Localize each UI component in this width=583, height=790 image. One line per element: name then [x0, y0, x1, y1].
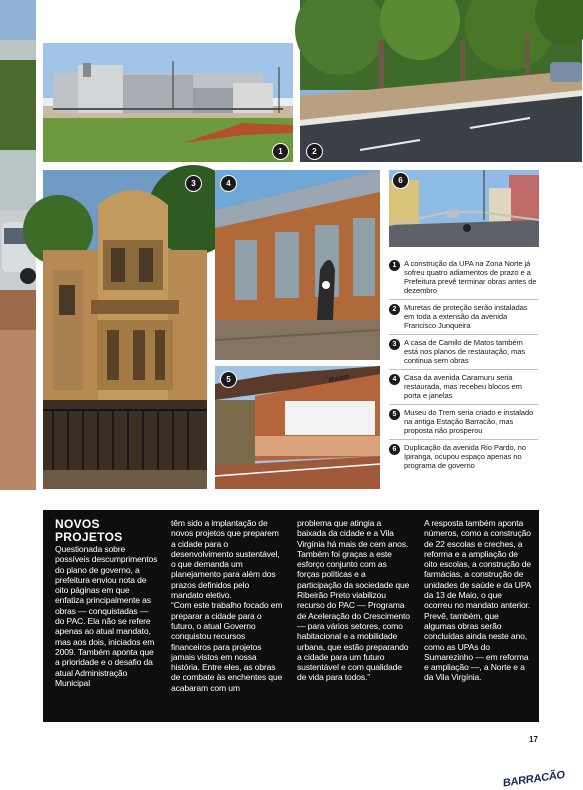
- caption-item: [389, 335, 538, 370]
- photo-number-badge: 5: [220, 371, 237, 388]
- article-heading: NOVOS PROJETOS: [55, 517, 123, 544]
- article-column-1: [55, 518, 159, 688]
- caption-item: [389, 440, 538, 474]
- caption-number: 3: [389, 339, 400, 350]
- article-paragraph: problema que atingia a baixada da cidade e a Vila Virgínia há mais de cem anos. Também foi graças a este esforço conjunto com as forças políticas e a participação da sociedade que Ribeirão Preto viabilizou recurso do PAC — Programa de Aceleração do Crescimento — para vários setores, como habitacional e a mobilidade urbana, que estão preparando a cidade para um futuro sustentável e com qualidade de vida para todos.”: [297, 518, 410, 683]
- photo-caramuru-house: [215, 170, 380, 360]
- article-paragraph: “Com este trabalho focado em preparar a cidade para o futuro, o atual Governo conquistou recursos financeiros para projetos jamais vistos em nossa história. Entre eles, as obras de combate às enchentes que acabaram com um: [171, 600, 283, 693]
- caption-item: [389, 405, 538, 440]
- article-column-2: [171, 518, 283, 693]
- caption-text: Casa da avenida Caramuru seria restaurada, mas recebeu blocos em porta e janelas: [404, 373, 522, 400]
- photo-number-badge: 1: [272, 143, 289, 160]
- caption-text: Muretas de proteção serão instaladas em toda a extensão da avenida Francisco Junqueira: [404, 303, 528, 330]
- photo-ipiranga-street: [389, 170, 539, 247]
- article-paragraph: têm sido a implantação de novos projetos que preparem a cidade para o desenvolvimento sustentável, o que demanda um planejamento para além dos prazos definidos pelo mandato eletivo.: [171, 518, 280, 601]
- caption-number: 6: [389, 444, 400, 455]
- article-paragraph: A resposta também aponta números, como a construção de 22 escolas e creches, a reforma e a ampliação de oito escolas, a construção de farmácias, a construção de unidades de saúde e da UPA da 13 de Maio, o que ocorreu no mandato anterior. Prevê, também, que algumas obras serão concluídas ainda neste ano, como as UPAs do Sumarezinho — em reforma e ampliação —, a Norte e a da Vila Virgínia.: [424, 518, 531, 683]
- caption-text: Duplicação da avenida Rio Pardo, no Ipiranga, ocupou espaço apenas no programa de governo: [404, 443, 526, 470]
- station-sign-small-text: BARR: [329, 374, 350, 385]
- article-column-4: [424, 518, 532, 683]
- caption-number: 5: [389, 409, 400, 420]
- photo-number-badge: 2: [306, 143, 323, 160]
- caption-text: A construção da UPA na Zona Norte já sofreu quatro adiamentos de prazo e a Prefeitura prevê terminar obras antes de dezembro: [404, 259, 537, 295]
- caption-item: [389, 300, 538, 335]
- new-projects-article-box: [43, 510, 539, 722]
- photo-captions-list: [389, 256, 538, 474]
- article-column-3: [297, 518, 411, 683]
- caption-item: [389, 256, 538, 300]
- caption-item: [389, 370, 538, 405]
- photo-number-badge: 3: [185, 175, 202, 192]
- photo-number-badge: 4: [220, 175, 237, 192]
- photo-avenue: [300, 0, 582, 162]
- caption-number: 1: [389, 260, 400, 271]
- station-sign-text: BARRACÃO: [503, 768, 565, 790]
- caption-number: 4: [389, 374, 400, 385]
- photo-number-badge: 6: [392, 172, 409, 189]
- caption-text: Museu do Trem seria criado e instalado na antiga Estação Barracão, mas proposta não prosperou: [404, 408, 534, 435]
- caption-text: A casa de Camilo de Matos também está nos planos de restauração, mas continua sem obras: [404, 338, 526, 365]
- page-number: 17: [529, 735, 538, 744]
- photo-camilo-de-matos-house: [43, 170, 207, 489]
- article-paragraph: Questionada sobre possíveis descumprimentos do plano de governo, a prefeitura enviou nota de oito páginas em que enfatiza principalmente as obras — conquistadas — do PAC. Ela não se refere apenas ao atual mandato, mas aos dois, iniciados em 2009. Também aponta que a prioridade e o desafio da atual Administração Municipal: [55, 544, 158, 688]
- caption-number: 2: [389, 304, 400, 315]
- photo-upa-construction: [43, 43, 293, 162]
